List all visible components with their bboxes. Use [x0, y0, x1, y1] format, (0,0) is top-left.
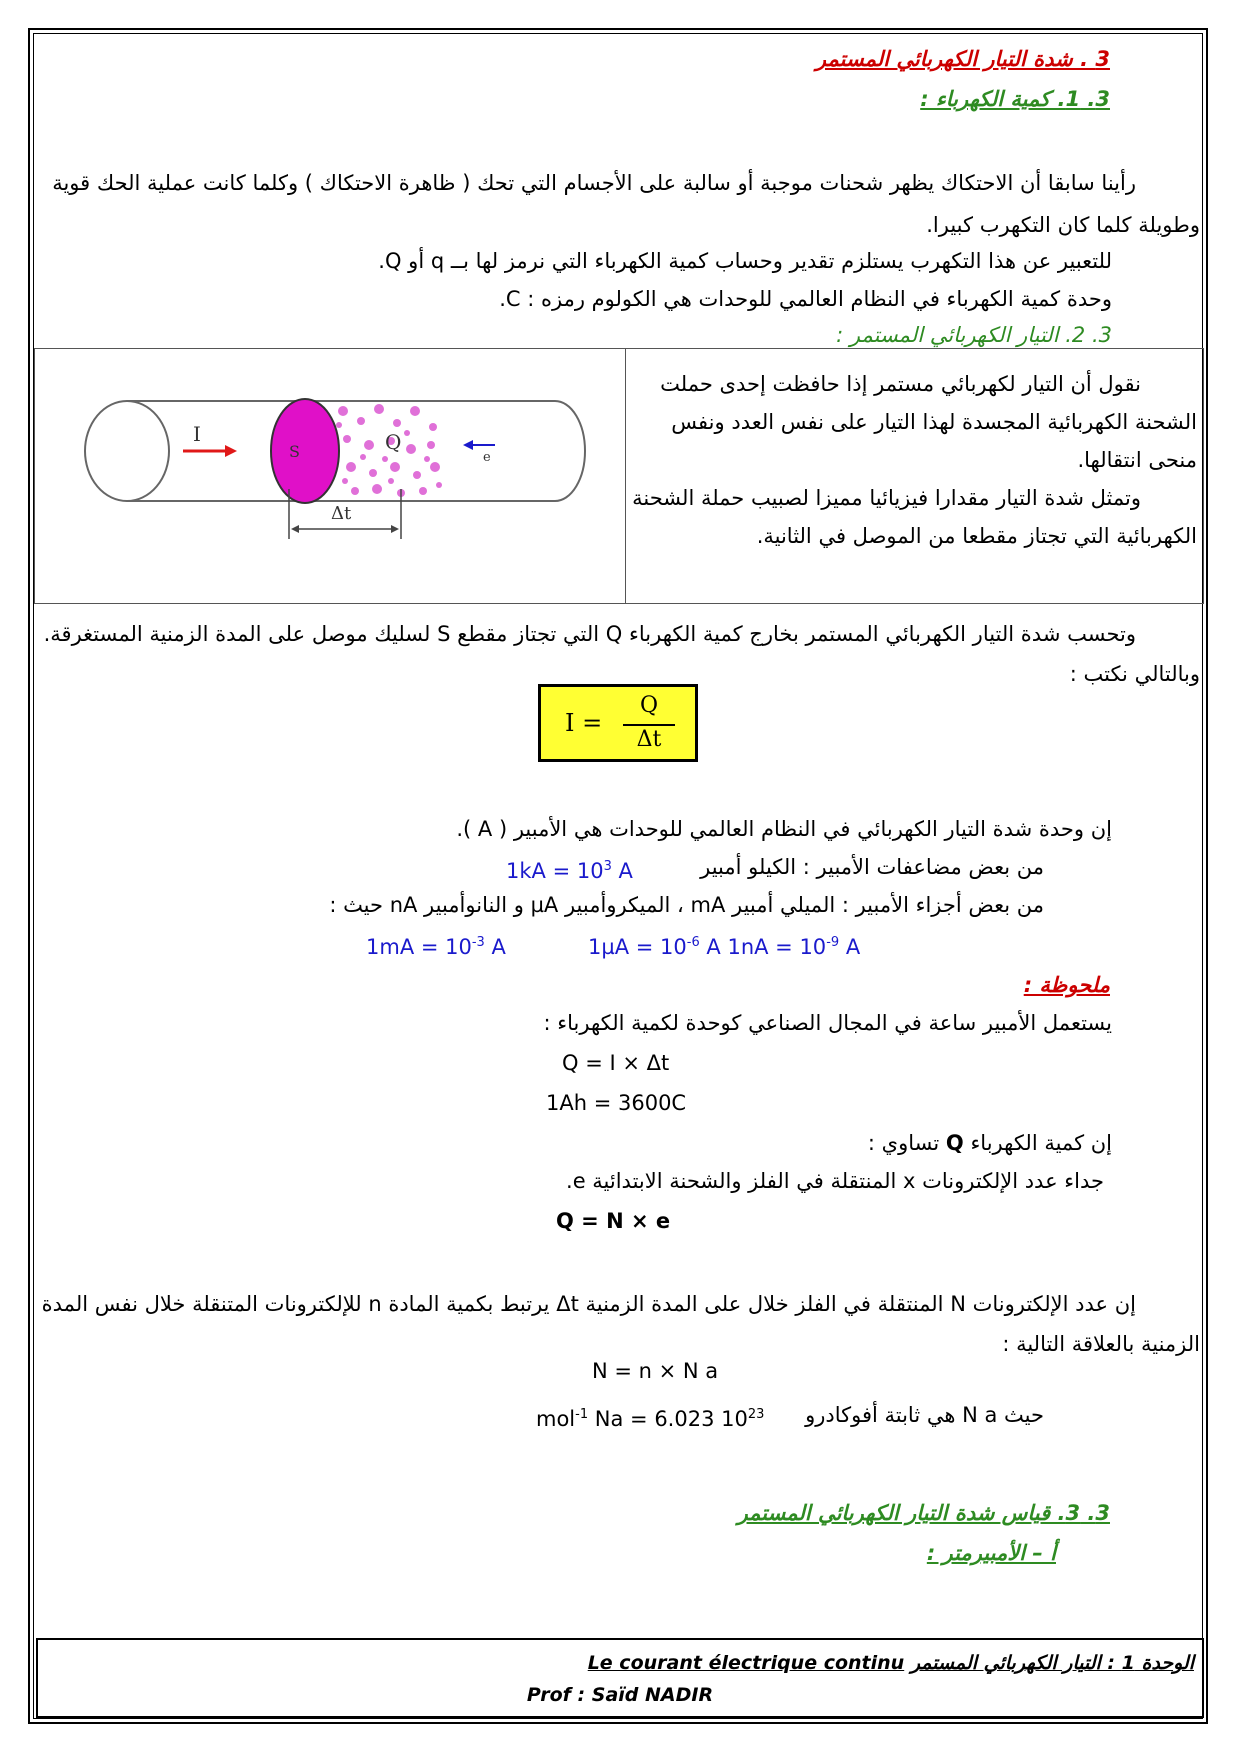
paragraph-friction: رأينا سابقا أن الاحتكاك يظهر شحنات موجبة أو سالبة على الأجسام التي تحك ( ظاهرة الاحتكاك ) وكلما كانت عملية الحك قوية وطويلة كلما كان التكهرب كبيرا. — [52, 171, 1200, 237]
avogadro-exp: 23 — [747, 1407, 765, 1422]
formula-kilo — [506, 852, 633, 886]
formula-kilo-exp: 3 — [603, 859, 612, 874]
paragraph-coulomb-unit: وحدة كمية الكهرباء في النظام العالمي للوحدات هي الكولوم رمزه : C. — [499, 287, 1112, 311]
heading-ammeter: أ – الأمبيرمتر : — [926, 1541, 1056, 1565]
text-cell — [626, 349, 1204, 604]
quantity-equals-symbol: Q — [945, 1131, 964, 1155]
current-label: I — [193, 422, 201, 446]
avogadro-base: Na = 6.023 10 — [594, 1407, 748, 1431]
formula-kilo-base: 1kA = 10 — [506, 859, 604, 883]
paragraph-electron-count: إن عدد الإلكترونات N المنتقلة في الفلز خلال على المدة الزمنية Δt يرتبط بكمية المادة n للإلكترونات المتنقلة خلال نفس المدة الزمنية بالعلاقة التالية : — [41, 1292, 1200, 1356]
quantity-equals-prefix: إن كمية الكهرباء — [970, 1131, 1112, 1155]
paragraph-quantity-equals — [868, 1128, 1112, 1158]
formula-milli-base: 1mA = 10 — [366, 935, 472, 959]
paragraph-submultiples: من بعض أجزاء الأمبير : الميلي أمبير mA ، الميكروأمبير µA و النانوأمبير nA حيث : — [329, 893, 1044, 917]
current-definition-box — [34, 348, 1204, 604]
cylinder-left-end — [85, 401, 169, 501]
paragraph-avogadro: حيث N a هي ثابتة أفوكادرو — [805, 1403, 1044, 1427]
formula-nano-unit: A — [839, 935, 861, 959]
formula-micro-base: 1µA = 10 — [588, 935, 687, 959]
formula-nano-exp: -9 — [826, 935, 840, 950]
formula-milli-unit: A — [484, 935, 506, 959]
formula-q-it: Q = I × Δt — [562, 1051, 670, 1075]
formula-micro-unit: A — [699, 935, 721, 959]
heading-note: ملحوظة : — [1023, 973, 1110, 997]
diagram-cell — [35, 349, 626, 604]
heading-section-3-2: 3. 2. التيار الكهربائي المستمر : — [836, 323, 1112, 347]
formula-milli-exp: -3 — [471, 935, 485, 950]
electron-arrow-head — [463, 440, 473, 450]
formula-fraction-bar — [623, 724, 675, 726]
formula-q-ne: Q = N × e — [556, 1209, 671, 1233]
dimension-left-head — [291, 525, 299, 533]
delta-label: Δt — [331, 503, 352, 524]
formula-n-nna: N = n × N a — [592, 1359, 719, 1383]
formula-denominator: Δt — [636, 727, 662, 752]
formula-nano-base: 1nA = 10 — [727, 935, 827, 959]
heading-section-3-1: 3. 1. كمية الكهرباء : — [920, 87, 1110, 111]
footer-author: Prof : Saïd NADIR — [526, 1684, 714, 1706]
formula-kilo-unit: A — [611, 859, 633, 883]
paragraph-quantity-symbol: للتعبير عن هذا التكهرب يستلزم تقدير وحساب كمية الكهرباء التي نرمز لها بــ q أو Q. — [378, 249, 1112, 273]
paragraph-ampere-hour: يستعمل الأمبير ساعة في المجال الصناعي كوحدة لكمية الكهرباء : — [543, 1011, 1112, 1035]
quantity-equals-suffix: تساوي : — [867, 1131, 940, 1155]
main-formula-box — [538, 684, 698, 762]
footer — [36, 1638, 1204, 1718]
avogadro-unit-exp: -1 — [575, 1407, 589, 1422]
formula-numerator: Q — [639, 693, 659, 718]
conductor-diagram — [35, 349, 623, 599]
paragraph-intensity-def: وتحسب شدة التيار الكهربائي المستمر بخارج كمية الكهرباء Q التي تجتاز مقطع S لسليك موصل على المدة الزمنية المستغرقة. وبالتالي نكتب : — [43, 622, 1200, 686]
formula-avogadro — [536, 1400, 764, 1434]
box-paragraph-2: وتمثل شدة التيار مقدارا فيزيائيا مميزا لصبيب حملة الشحنة الكهربائية التي تجتاز مقطعا من الموصل في الثانية. — [632, 486, 1197, 548]
formula-lhs: I = — [565, 709, 603, 737]
footer-title — [588, 1652, 1194, 1674]
heading-section-3: 3 . شدة التيار الكهربائي المستمر — [815, 47, 1110, 71]
heading-section-3-3: 3. 3. قياس شدة التيار الكهربائي المستمر — [737, 1501, 1110, 1525]
electron-label: e — [483, 450, 491, 465]
box-paragraph-1: نقول أن التيار لكهربائي مستمر إذا حافظت إحدى حملت الشحنة الكهربائية المجسدة لهذا التيار على نفس العدد ونفس منحى انتقالها. — [660, 372, 1197, 472]
paragraph-ampere-unit: إن وحدة شدة التيار الكهربائي في النظام العالمي للوحدات هي الأمبير ( A ). — [456, 817, 1112, 841]
avogadro-unit: mol — [536, 1407, 576, 1431]
formula-ah: 1Ah = 3600C — [546, 1091, 687, 1115]
formula-micro-nano — [588, 928, 860, 962]
charge-label: Q — [385, 430, 402, 454]
paragraph-multiples: من بعض مضاعفات الأمبير : الكيلو أمبير — [700, 855, 1044, 879]
section-label: S — [289, 442, 300, 461]
current-arrow-head — [225, 445, 237, 457]
dimension-right-head — [391, 525, 399, 533]
paragraph-product: جداء عدد الإلكترونات x المنتقلة في الفلز والشحنة الابتدائية e. — [566, 1169, 1104, 1193]
formula-milli — [366, 928, 506, 962]
footer-french-title: Le courant électrique continu — [587, 1652, 905, 1674]
footer-unit-title: الوحدة 1 : التيار الكهربائي المستمر — [910, 1652, 1194, 1674]
formula-micro-exp: -6 — [686, 935, 700, 950]
cross-section-disc — [271, 399, 339, 503]
cylinder-right-end — [555, 401, 585, 501]
